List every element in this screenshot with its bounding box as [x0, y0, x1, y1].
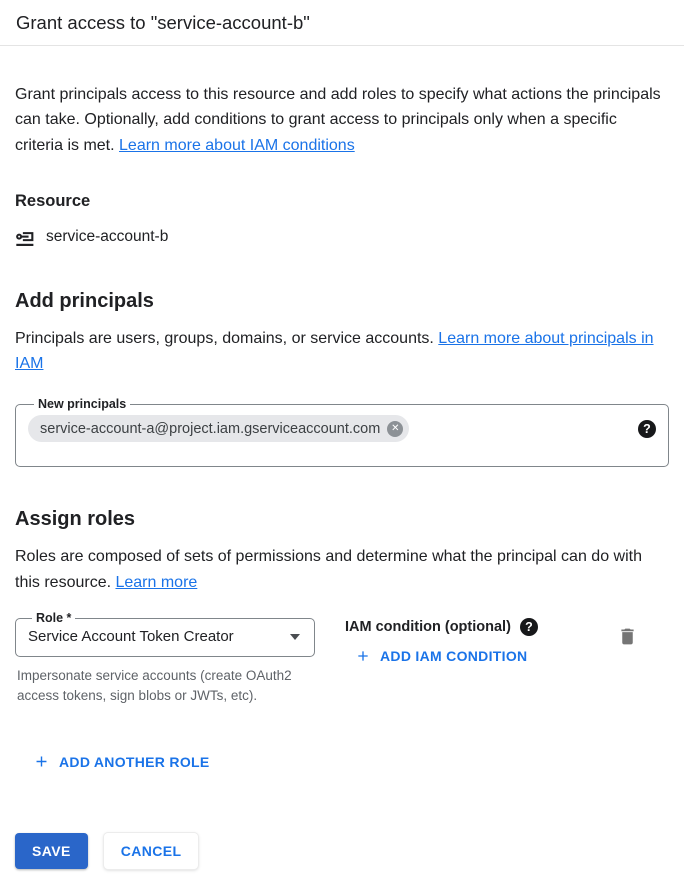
role-selected-value: Service Account Token Creator: [28, 628, 234, 646]
chevron-down-icon: [290, 634, 300, 640]
role-select-field[interactable]: [15, 611, 315, 657]
role-help-text: Impersonate service accounts (create OAuth2 access tokens, sign blobs or JWTs, etc).: [17, 668, 292, 703]
principals-learn-more-link[interactable]: Learn more about principals in IAM: [15, 329, 654, 373]
add-principals-description: [15, 326, 669, 377]
dialog-header: [0, 0, 684, 46]
condition-label-row: [345, 618, 538, 636]
add-iam-condition-button[interactable]: ADD IAM CONDITION: [355, 648, 527, 664]
new-principals-label: New principals: [38, 397, 127, 412]
condition-label: IAM condition (optional): [345, 619, 511, 636]
assign-roles-description: [15, 544, 669, 595]
plus-icon: [355, 648, 371, 664]
principals-help-icon[interactable]: ?: [638, 420, 656, 438]
principal-chip: [28, 415, 409, 442]
resource-row: [15, 227, 669, 248]
role-field-label: Role *: [36, 611, 72, 626]
role-select[interactable]: [26, 625, 304, 654]
add-principals-heading: Add principals: [15, 289, 154, 312]
chip-remove-icon[interactable]: ✕: [387, 421, 403, 437]
principal-chip-label: service-account-a@project.iam.gserviceaccount.com: [40, 420, 381, 437]
condition-help-icon[interactable]: ?: [520, 618, 538, 636]
resource-heading: Resource: [15, 191, 91, 210]
save-button[interactable]: SAVE: [15, 833, 88, 869]
intro-text: Grant principals access to this resource and add roles to specify what actions the principals can take. Optionally, add conditions to grant access to principals only when a specific criteria is met.: [15, 86, 661, 154]
cancel-button[interactable]: CANCEL: [104, 833, 199, 869]
dialog-body: [0, 82, 684, 869]
new-principals-field[interactable]: [15, 397, 669, 467]
intro-paragraph: [15, 82, 669, 158]
add-principals-text: Principals are users, groups, domains, or service accounts.: [15, 329, 439, 347]
resource-name: service-account-b: [46, 228, 169, 246]
condition-column: [345, 611, 538, 669]
dialog-title: Grant access to "service-account-b": [16, 12, 310, 33]
delete-role-button[interactable]: [611, 611, 644, 648]
add-another-role-button[interactable]: ADD ANOTHER ROLE: [33, 753, 210, 770]
principals-chip-row: [28, 415, 656, 442]
delete-icon: [617, 626, 638, 647]
dialog-actions: [15, 833, 669, 869]
assign-roles-text: Roles are composed of sets of permissions and determine what the principal can do with this resource.: [15, 548, 642, 591]
service-account-icon: [15, 227, 36, 248]
role-column: [15, 611, 315, 705]
plus-icon: [33, 753, 50, 770]
roles-learn-more-link[interactable]: Learn more: [115, 573, 198, 591]
iam-conditions-learn-more-link[interactable]: Learn more about IAM conditions: [119, 136, 355, 154]
assign-roles-heading: Assign roles: [15, 508, 136, 531]
role-binding-row: [15, 611, 669, 705]
